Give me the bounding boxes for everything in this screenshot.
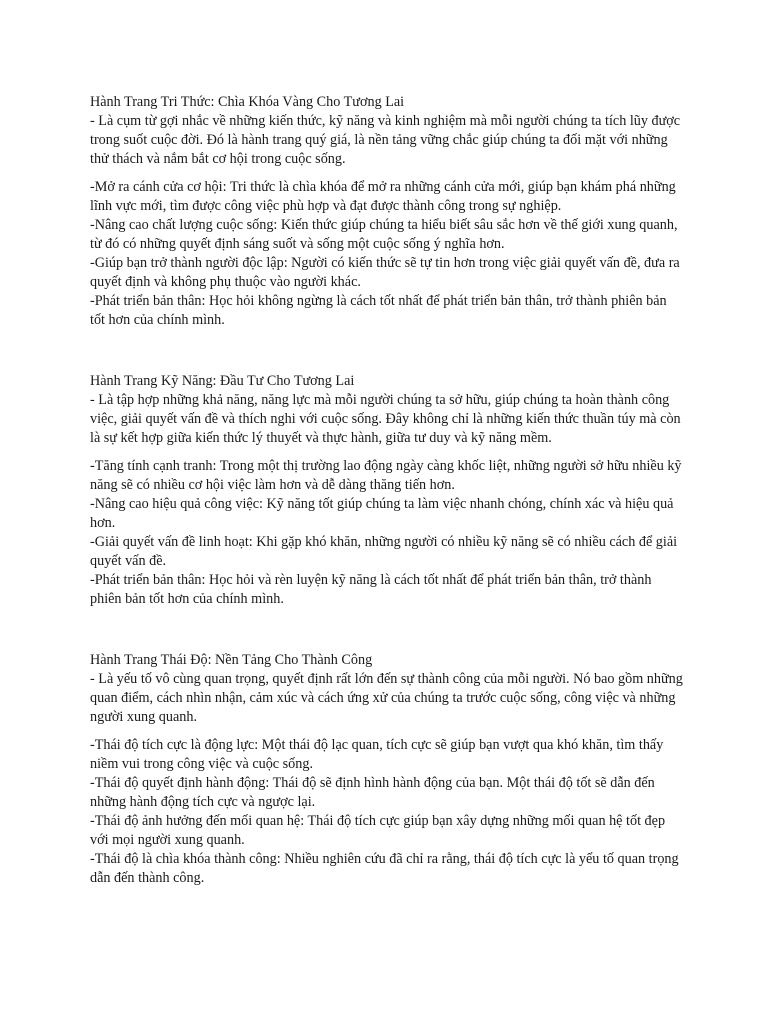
bullet-point: -Phát triển bản thân: Học hỏi không ngừng là cách tốt nhất để phát triển bản thân, trở thành phiên bản tốt hơn của chính mình. bbox=[90, 293, 667, 328]
section-title: Hành Trang Thái Độ: Nền Tảng Cho Thành Công bbox=[90, 652, 373, 668]
bullet-point: -Mở ra cánh cửa cơ hội: Tri thức là chìa khóa để mở ra những cánh cửa mới, giúp bạn khám phá những lĩnh vực mới, tìm được công việc phù hợp và đạt được thành công trong sự nghiệp. bbox=[90, 179, 676, 214]
section-knowledge bbox=[90, 93, 684, 330]
bullet-point: -Thái độ tích cực là động lực: Một thái độ lạc quan, tích cực sẽ giúp bạn vượt qua khó khăn, tìm thấy niềm vui trong công việc và cuộc sống. bbox=[90, 737, 664, 772]
section-title: Hành Trang Tri Thức: Chìa Khóa Vàng Cho Tương Lai bbox=[90, 94, 405, 110]
section-skills bbox=[90, 372, 684, 609]
bullet-point: -Thái độ là chìa khóa thành công: Nhiều nghiên cứu đã chỉ ra rằng, thái độ tích cực là yếu tố quan trọng dẫn đến thành công. bbox=[90, 851, 679, 886]
section-intro: - Là tập hợp những khả năng, năng lực mà mỗi người chúng ta sở hữu, giúp chúng ta hoàn thành công việc, giải quyết vấn đề và thích nghi với cuộc sống. Đây không chỉ là những kiến thức thuần túy mà còn là sự kết hợp giữa kiến thức lý thuyết và thực hành, giữa tư duy và kỹ năng mềm. bbox=[90, 392, 681, 446]
bullet-point: -Nâng cao hiệu quả công việc: Kỹ năng tốt giúp chúng ta làm việc nhanh chóng, chính xác và hiệu quả hơn. bbox=[90, 496, 674, 531]
bullet-point: -Giúp bạn trở thành người độc lập: Người có kiến thức sẽ tự tin hơn trong việc giải quyết vấn đề, đưa ra quyết định và không phụ thuộc vào người khác. bbox=[90, 255, 680, 290]
section-intro: - Là cụm từ gợi nhắc về những kiến thức, kỹ năng và kinh nghiệm mà mỗi người chúng ta tích lũy được trong suốt cuộc đời. Đó là hành trang quý giá, là nền tảng vững chắc giúp chúng ta đối mặt với những thử thách và nắm bắt cơ hội trong cuộc sống. bbox=[90, 113, 681, 167]
bullet-point: -Nâng cao chất lượng cuộc sống: Kiến thức giúp chúng ta hiểu biết sâu sắc hơn về thế giới xung quanh, từ đó có những quyết định sáng suốt và sống một cuộc sống ý nghĩa hơn. bbox=[90, 217, 678, 252]
section-title: Hành Trang Kỹ Năng: Đầu Tư Cho Tương Lai bbox=[90, 373, 355, 389]
bullet-point: -Phát triển bản thân: Học hỏi và rèn luyện kỹ năng là cách tốt nhất để phát triển bản thân, trở thành phiên bản tốt hơn của chính mình. bbox=[90, 572, 652, 607]
bullet-point: -Thái độ ảnh hưởng đến mối quan hệ: Thái độ tích cực giúp bạn xây dựng những mối quan hệ tốt đẹp với mọi người xung quanh. bbox=[90, 813, 666, 848]
section-attitude bbox=[90, 651, 684, 888]
section-intro: - Là yếu tố vô cùng quan trọng, quyết định rất lớn đến sự thành công của mỗi người. Nó bao gồm những quan điểm, cách nhìn nhận, cảm xúc và cách ứng xử của chúng ta trước cuộc sống, công việc và những người xung quanh. bbox=[90, 671, 683, 725]
bullet-point: -Giải quyết vấn đề linh hoạt: Khi gặp khó khăn, những người có nhiều kỹ năng sẽ có nhiều cách để giải quyết vấn đề. bbox=[90, 534, 678, 569]
bullet-point: -Thái độ quyết định hành động: Thái độ sẽ định hình hành động của bạn. Một thái độ tốt sẽ dẫn đến những hành động tích cực và ngược lại. bbox=[90, 775, 655, 810]
bullet-point: -Tăng tính cạnh tranh: Trong một thị trường lao động ngày càng khốc liệt, những người sở hữu nhiều kỹ năng sẽ có nhiều cơ hội việc làm hơn và dễ dàng thăng tiến hơn. bbox=[90, 458, 682, 493]
